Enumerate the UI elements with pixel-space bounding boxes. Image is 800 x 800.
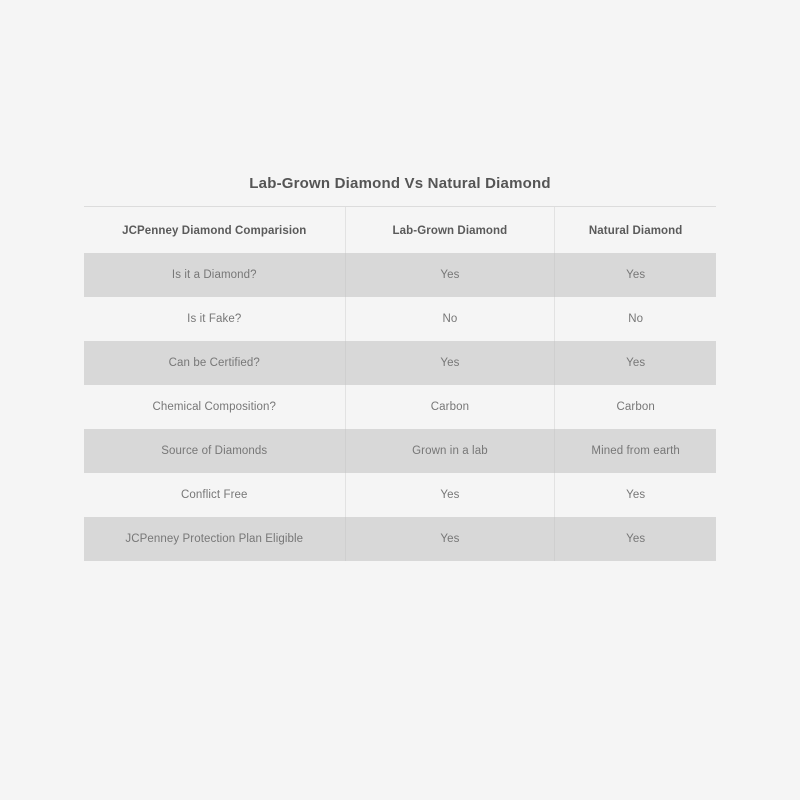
- column-header-feature: JCPenney Diamond Comparision: [122, 225, 307, 237]
- row-value-lab-grown: No: [345, 297, 555, 341]
- row-value-natural: Yes: [555, 253, 716, 297]
- table-row: [84, 253, 716, 297]
- row-value-lab-grown: Yes: [345, 253, 555, 297]
- row-value-lab-grown: Carbon: [345, 385, 555, 429]
- row-value-lab-grown: Yes: [345, 473, 555, 517]
- row-value-natural: Mined from earth: [555, 429, 716, 473]
- comparison-table: [84, 207, 716, 561]
- row-value-lab-grown: Grown in a lab: [345, 429, 555, 473]
- page-title: Lab-Grown Diamond Vs Natural Diamond: [84, 175, 716, 207]
- row-feature-label: Chemical Composition?: [152, 401, 277, 413]
- row-value-natural: Yes: [555, 341, 716, 385]
- table-row: [84, 385, 716, 429]
- table-header: [84, 207, 716, 253]
- table-header-row: [84, 207, 716, 253]
- row-feature-label: Conflict Free: [181, 489, 248, 501]
- row-feature-label: Is it Fake?: [187, 313, 242, 325]
- row-feature-label: Is it a Diamond?: [84, 253, 345, 297]
- table-body: [84, 253, 716, 561]
- row-value-natural: Carbon: [555, 385, 716, 429]
- row-value-natural: Yes: [555, 517, 716, 561]
- row-value-lab-grown: Yes: [345, 517, 555, 561]
- row-value-natural: No: [555, 297, 716, 341]
- row-feature-label: Can be Certified?: [84, 341, 345, 385]
- table-row: [84, 473, 716, 517]
- row-value-natural: Yes: [555, 473, 716, 517]
- table-row: [84, 517, 716, 561]
- row-feature-label: Source of Diamonds: [84, 429, 345, 473]
- column-header-natural: Natural Diamond: [555, 207, 716, 253]
- table-row: [84, 297, 716, 341]
- row-value-lab-grown: Yes: [345, 341, 555, 385]
- comparison-table-container: [84, 175, 716, 561]
- column-header-lab-grown: Lab-Grown Diamond: [345, 207, 555, 253]
- table-row: [84, 341, 716, 385]
- row-feature-label: JCPenney Protection Plan Eligible: [84, 517, 345, 561]
- table-row: [84, 429, 716, 473]
